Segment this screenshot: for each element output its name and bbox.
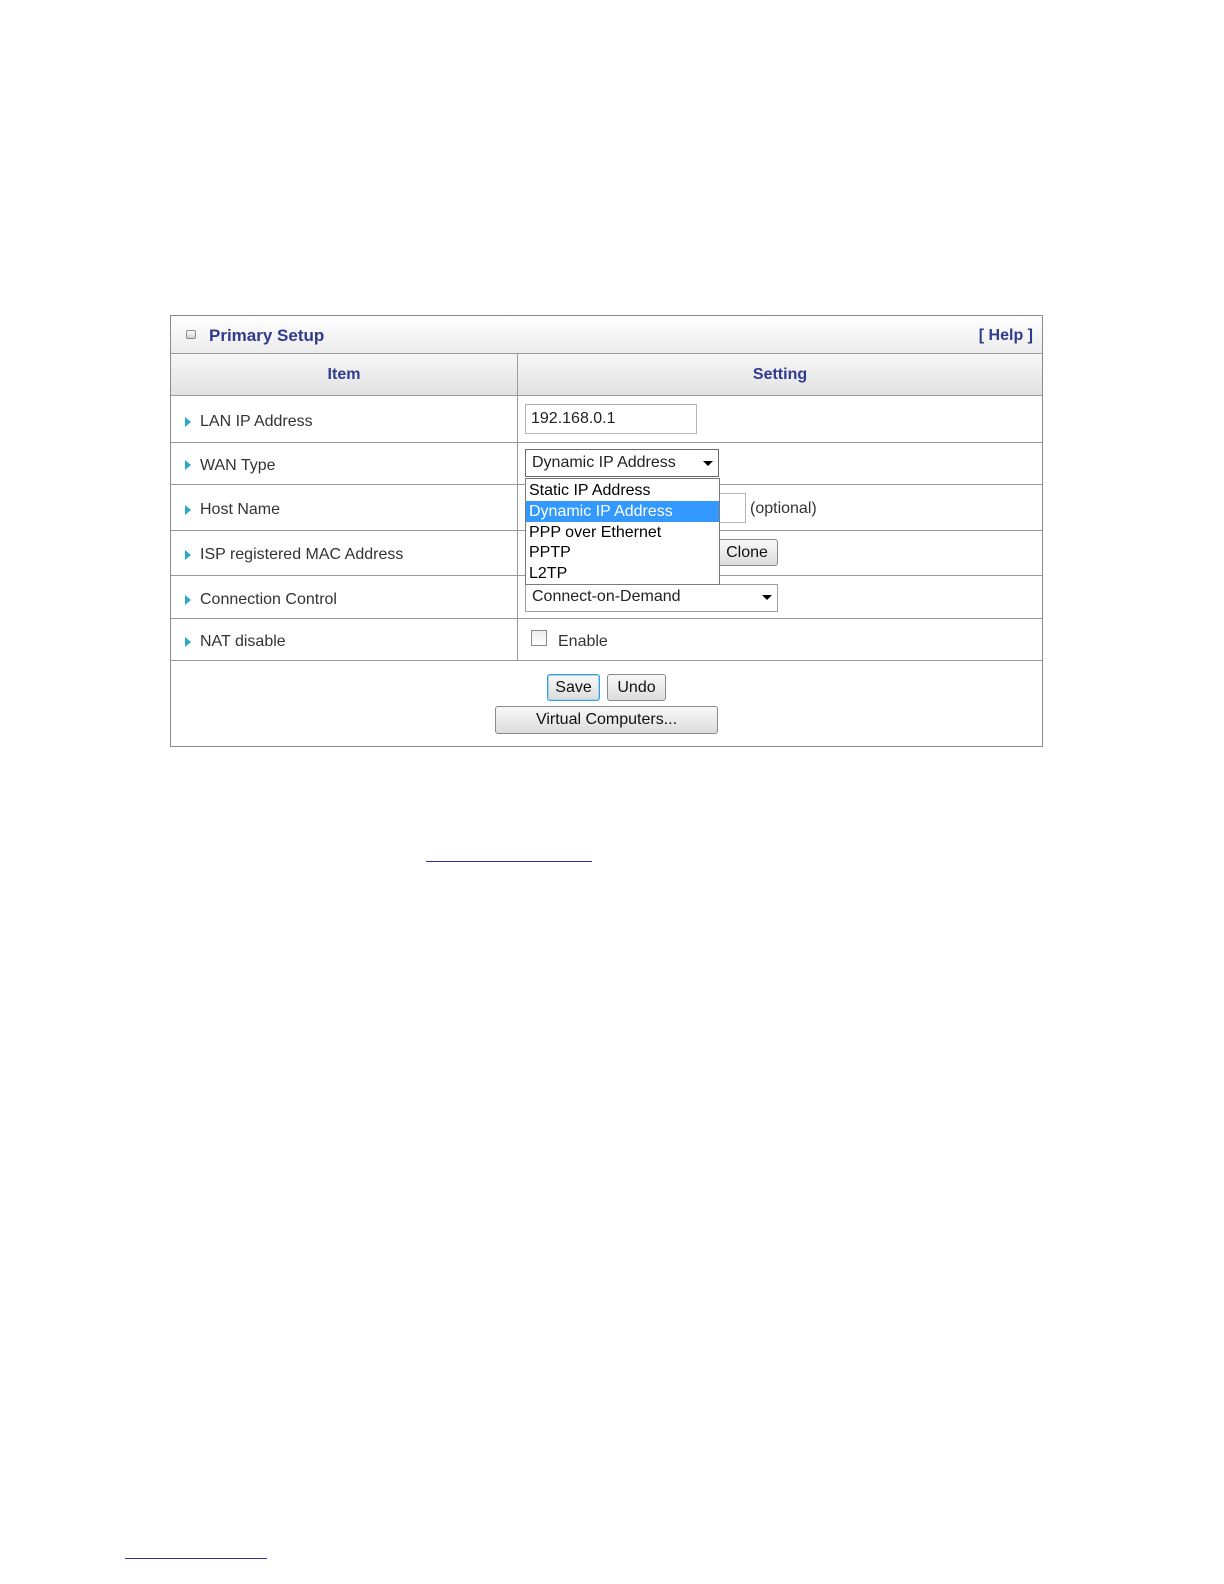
host-name-label: Host Name xyxy=(200,501,281,518)
wan-option-static-ip[interactable]: Static IP Address xyxy=(529,482,651,499)
connection-control-select[interactable] xyxy=(525,584,778,612)
column-header-item: Item xyxy=(171,354,518,396)
wan-option-dynamic-ip[interactable]: Dynamic IP Address xyxy=(526,501,719,522)
wan-type-dropdown-list[interactable] xyxy=(525,478,720,585)
bullet-arrow-icon xyxy=(185,595,191,605)
clone-button[interactable]: Clone xyxy=(716,539,778,566)
column-header-setting: Setting xyxy=(518,354,1042,396)
wan-option-pppoe[interactable]: PPP over Ethernet xyxy=(529,524,662,541)
panel-titlebar xyxy=(171,316,1042,354)
wan-type-select[interactable] xyxy=(525,449,719,477)
bullet-arrow-icon xyxy=(185,550,191,560)
bullet-arrow-icon xyxy=(185,637,191,647)
chevron-down-icon xyxy=(703,461,713,466)
document-underline xyxy=(426,861,592,862)
wan-option-pptp[interactable]: PPTP xyxy=(529,544,571,561)
save-button[interactable]: Save xyxy=(547,674,600,701)
lan-ip-label: LAN IP Address xyxy=(200,413,313,430)
wan-type-selected-value: Dynamic IP Address xyxy=(532,454,676,471)
nat-enable-label: Enable xyxy=(558,633,608,650)
wan-type-label: WAN Type xyxy=(200,457,276,474)
bullet-arrow-icon xyxy=(185,460,191,470)
row-nat-disable xyxy=(171,619,1042,661)
panel-title: Primary Setup xyxy=(209,326,325,345)
isp-mac-label: ISP registered MAC Address xyxy=(200,546,404,563)
nat-enable-checkbox[interactable] xyxy=(531,630,547,646)
wan-option-l2tp[interactable]: L2TP xyxy=(529,565,568,582)
virtual-computers-button[interactable]: Virtual Computers... xyxy=(495,706,718,734)
connection-control-selected-value: Connect-on-Demand xyxy=(532,588,681,605)
lan-ip-input[interactable] xyxy=(525,404,697,434)
host-name-hint: (optional) xyxy=(750,500,817,517)
connection-control-label: Connection Control xyxy=(200,591,337,608)
bullet-arrow-icon xyxy=(185,417,191,427)
undo-button[interactable]: Undo xyxy=(607,674,666,701)
document-underline xyxy=(125,1558,267,1559)
panel-icon xyxy=(186,330,196,339)
row-lan-ip xyxy=(171,396,1042,443)
nat-disable-label: NAT disable xyxy=(200,633,286,650)
help-link[interactable]: [ Help ] xyxy=(978,327,1033,344)
bullet-arrow-icon xyxy=(185,505,191,515)
chevron-down-icon xyxy=(762,595,772,600)
